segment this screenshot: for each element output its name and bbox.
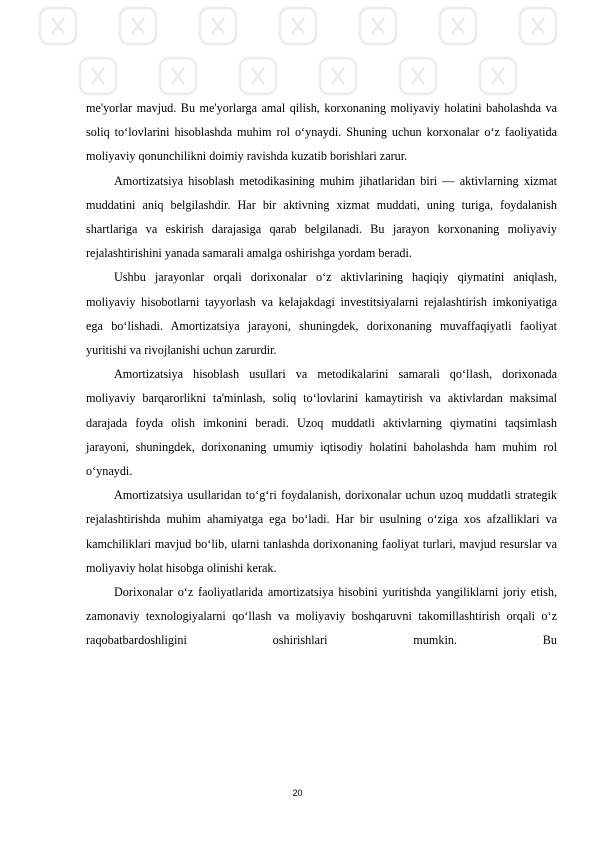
paragraph-5: Amortizatsiya usullaridan to‘g‘ri foydalanish, dorixonalar uchun uzoq muddatli strategik rejalashtirishda muhim ahamiyatga ega bo‘ladi. Har bir usulning o‘ziga xos afzalliklari va kamchiliklari mavjud bo‘lib, ularni tanlashda dorixonaning faoliyat turlari, mavjud resurslar va moliyaviy holat hisobga olinishi kerak. bbox=[86, 488, 557, 575]
paragraph-3: Ushbu jarayonlar orqali dorixonalar o‘z aktivlarining haqiqiy qiymatini aniqlash, moliyaviy hisobotlarni tayyorlash va kelajakdagi investitsiyalarni rejalashtirish imkoniyatiga ega bo‘lishadi. Amortizatsiya jarayoni, shuningdek, dorixonaning muvaffaqiyatli faoliyat yuritishi va rivojlanishi uchun zarurdir. bbox=[86, 270, 557, 358]
paragraph-6: Dorixonalar o‘z faoliyatlarida amortizatsiya hisobini yuritishda yangiliklarni joriy etish, zamonaviy texnologiyalarni qo‘llash va moliyaviy boshqaruvni takomillashtirish orqali o‘z raqobatbardoshligini oshirishlari mumkin. Bu bbox=[86, 585, 557, 648]
paragraph-4: Amortizatsiya hisoblash usullari va metodikalarini samarali qo‘llash, dorixonada moliyaviy barqarorlikni ta'minlash, soliq to‘lovlarini kamaytirish va aktivlardan maksimal darajada foyda olish imkonini beradi. Uzoq muddatli aktivlarning qiymatini taqsimlash jarayoni, shuningdek, dorixonaning umumiy iqtisodiy holatini baholashda ham muhim rol o‘ynaydi. bbox=[86, 367, 557, 479]
paragraph-2: Amortizatsiya hisoblash metodikasining muhim jihatlaridan biri — aktivlarning xizmat muddatini aniq belgilashdir. Har bir aktivning xizmat muddati, uning turiga, foydalanish shartlariga va eskirish darajasiga qarab belgilanadi. Bu jarayon korxonaning moliyaviy rejalashtirishini yanada samarali amalga oshirishga yordam beradi. bbox=[86, 173, 557, 261]
paragraph-1: me'yorlar mavjud. Bu me'yorlarga amal qilish, korxonaning moliyaviy holatini baholashda va soliq to‘lovlarini hisoblashda muhim rol o‘ynaydi. Shuning uchun korxonalar o‘z faoliyatida moliyaviy qonunchilikni doimiy ravishda kuzatib borishlari zarur. bbox=[86, 101, 557, 164]
document-body bbox=[86, 96, 557, 653]
page-number: 20 bbox=[292, 788, 303, 798]
